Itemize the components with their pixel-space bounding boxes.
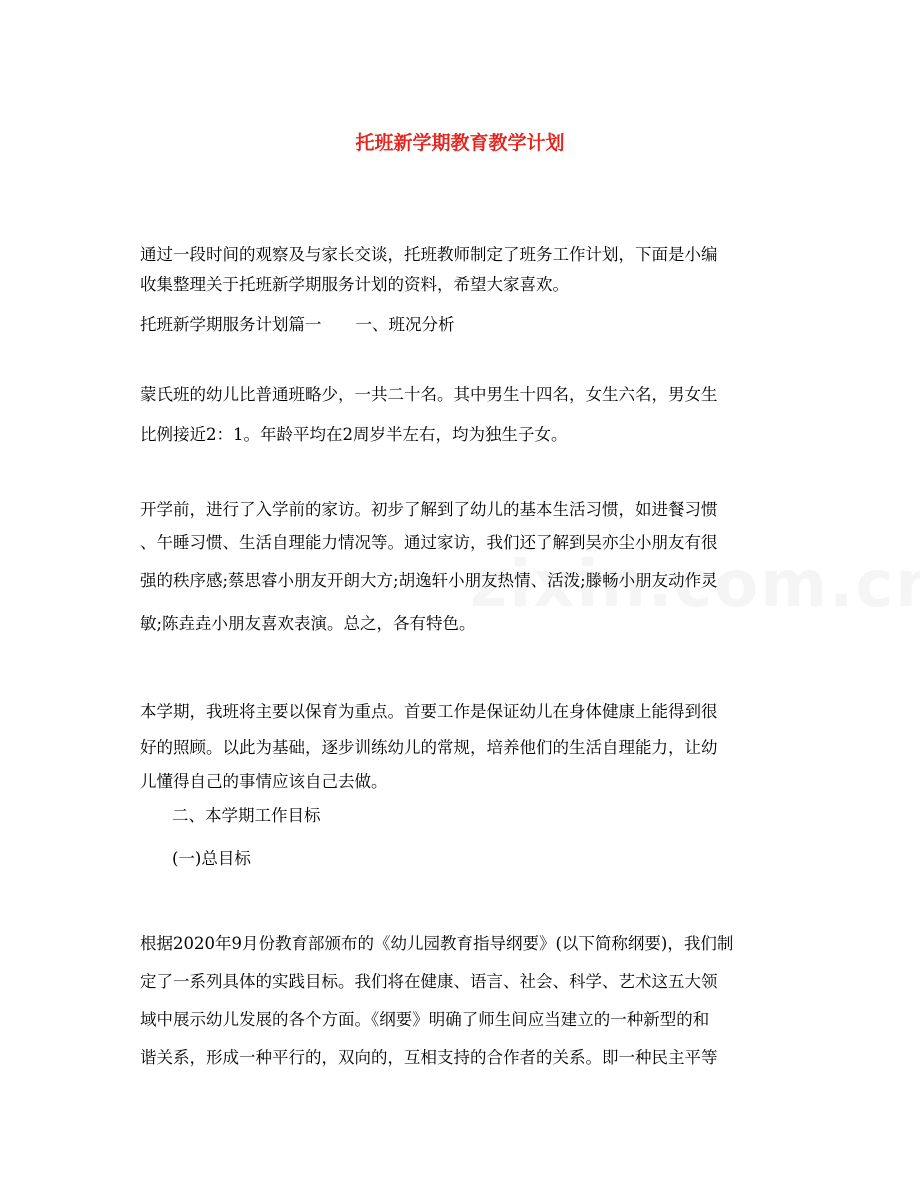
intro-line-1: 通过一段时间的观察及与家长交谈，托班教师制定了班务工作计划，下面是小编 [140, 245, 718, 264]
para1-line-1: 蒙氏班的幼儿比普通班略少，一共二十名。其中男生十四名，女生六名，男女生 [140, 385, 718, 404]
intro-paragraph [140, 240, 780, 300]
paragraph-semester-focus [140, 697, 780, 797]
para4-line-3: 域中展示幼儿发展的各个方面。《纲要》明确了师生间应当建立的一种新型的和 [140, 1010, 710, 1029]
heading-work-goals [172, 801, 812, 831]
intro-line-2: 收集整理关于托班新学期服务计划的资料，希望大家喜欢。 [140, 275, 569, 294]
section-heading-1: 一、班况分析 [355, 315, 455, 334]
para4-line-2: 定了一系列具体的实践目标。我们将在健康、语言、社会、科学、艺术这五大领 [140, 972, 718, 991]
para3-line-3: 儿懂得自己的事情应该自己去做。 [140, 772, 388, 791]
para2-line-1: 开学前，进行了入学前的家访。初步了解到了幼儿的基本生活习惯，如进餐习惯 [140, 500, 718, 519]
section-line [140, 310, 780, 340]
paragraph-home-visit [140, 495, 780, 639]
para4-line-4: 谐关系，形成一种平行的，双向的，互相支持的合作者的关系。即一种民主平等 [140, 1048, 718, 1067]
paragraph-guidelines [140, 929, 780, 1073]
para2-line-3: 强的秩序感;蔡思睿小朋友开朗大方;胡逸轩小朋友热情、活泼;滕畅小朋友动作灵 [140, 571, 718, 590]
document-title: 托班新学期教育教学计划 [355, 132, 565, 154]
para3-line-2: 好的照顾。以此为基础，逐步训练幼儿的常规，培养他们的生活自理能力，让幼 [140, 738, 718, 757]
para4-line-1: 根据2020年9月份教育部颁布的《幼儿园教育指导纲要》(以下简称纲要)，我们制 [140, 934, 734, 953]
para3-line-1: 本学期，我班将主要以保育为重点。首要工作是保证幼儿在身体健康上能得到很 [140, 702, 718, 721]
heading-2: 二、本学期工作目标 [172, 806, 321, 825]
para1-line-2: 比例接近2：1。年龄平均在2周岁半左右，均为独生子女。 [140, 425, 568, 444]
para2-line-2: 、午睡习惯、生活自理能力情况等。通过家访，我们还了解到吴亦尘小朋友有很 [140, 533, 718, 552]
section-plan-label: 托班新学期服务计划篇一 [140, 315, 322, 334]
para2-line-4: 敏;陈垚垚小朋友喜欢表演。总之，各有特色。 [140, 614, 476, 633]
paragraph-class-analysis [140, 380, 780, 450]
heading-overall-goal [172, 844, 812, 874]
heading-3: (一)总目标 [172, 849, 251, 868]
